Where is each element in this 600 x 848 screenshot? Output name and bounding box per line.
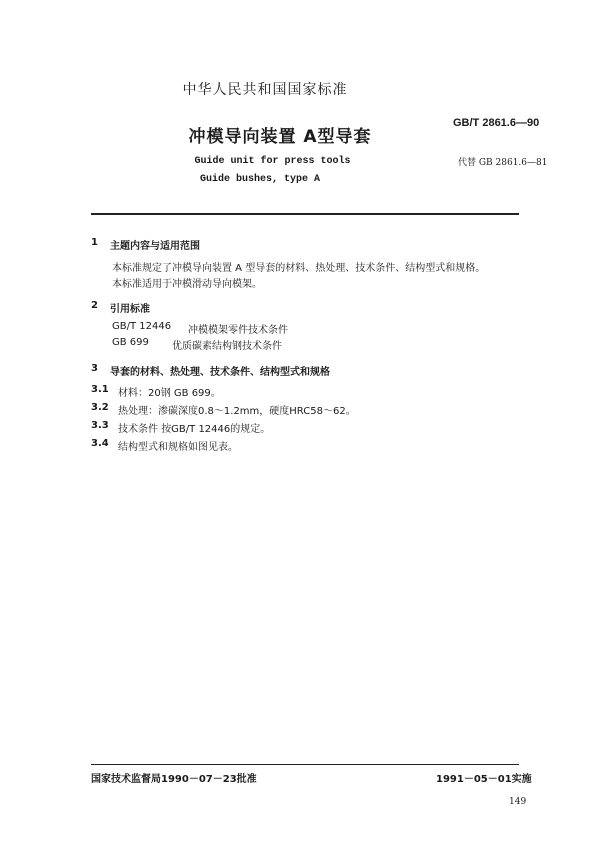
section-2-title: 引用标准 [110, 304, 150, 315]
issuing-organization: 中华人民共和国国家标准 [182, 82, 348, 98]
section-2-number: 2 [91, 300, 98, 311]
standard-number: GB/T 2861.6—90 [453, 117, 540, 129]
reference-code: GB 699 [112, 337, 149, 348]
clause-text: 技术条件 按GB/T 12446的规定。 [118, 424, 271, 435]
implementation-date: 1991－05－01实施 [436, 774, 532, 785]
clause-text: 材料：20钢 GB 699。 [118, 388, 221, 399]
section-1-title: 主题内容与适用范围 [110, 241, 200, 252]
document-title-cn: 冲模导向装置 A型导套 [188, 127, 372, 147]
section-1-paragraph: 本标准适用于冲模滑动导向模架。 [112, 279, 262, 290]
header-divider [91, 213, 519, 215]
clause-number: 3.4 [91, 438, 109, 449]
document-title-en-line1: Guide unit for press tools [194, 156, 351, 167]
reference-name: 冲模模架零件技术条件 [188, 325, 288, 336]
replaces-standard: 代替 GB 2861.6—81 [458, 158, 548, 168]
clause-number: 3.3 [91, 420, 109, 431]
clause-number: 3.2 [91, 402, 109, 413]
clause-text: 结构型式和规格如图见表。 [118, 442, 238, 453]
section-1-paragraph: 本标准规定了冲模导向装置 A 型导套的材料、热处理、技术条件、结构型式和规格。 [112, 263, 486, 274]
footer-divider [91, 764, 519, 765]
approval-date: 国家技术监督局1990－07－23批准 [91, 774, 257, 785]
page-number: 149 [509, 797, 527, 807]
clause-text: 热处理：渗碳深度0.8～1.2mm，硬度HRC58～62。 [118, 406, 356, 417]
reference-code: GB/T 12446 [112, 321, 172, 332]
document-title-en-line2: Guide bushes, type A [199, 174, 321, 185]
section-3-title: 导套的材料、热处理、技术条件、结构型式和规格 [110, 367, 330, 378]
clause-number: 3.1 [91, 384, 109, 395]
reference-name: 优质碳素结构钢技术条件 [172, 341, 282, 352]
section-3-number: 3 [91, 363, 98, 374]
section-1-number: 1 [91, 237, 98, 248]
